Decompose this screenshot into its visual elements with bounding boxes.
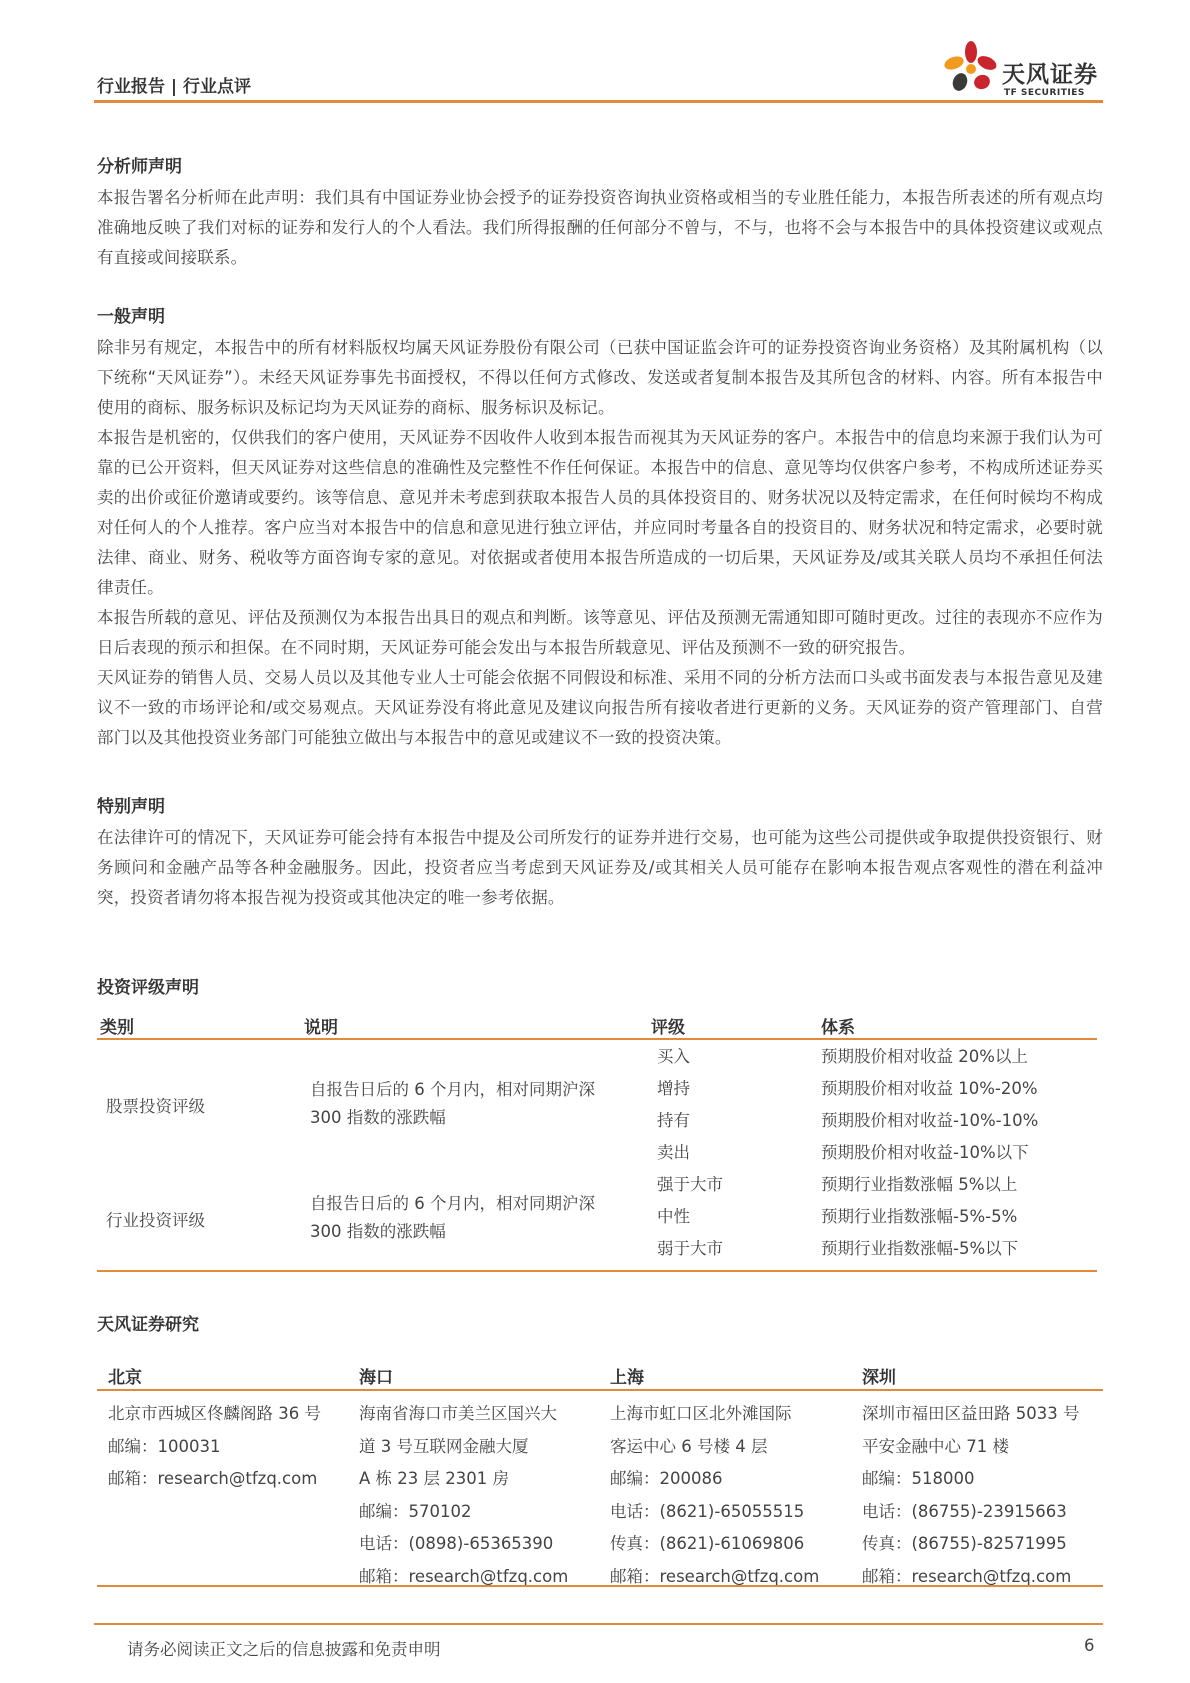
rating-grade: 买入: [657, 1047, 690, 1066]
rating-grade: 持有: [657, 1111, 690, 1130]
office-line: 道 3 号互联网金融大厦: [359, 1436, 529, 1456]
rating-header-category: 类别: [100, 1018, 134, 1038]
office-line: 传真：(86755)-82571995: [862, 1534, 1067, 1553]
special-statement-title: 特别声明: [97, 797, 165, 817]
office-line: A 栋 23 层 2301 房: [359, 1469, 509, 1488]
rating-system: 预期股价相对收益-10%以下: [821, 1143, 1029, 1162]
analyst-statement-title: 分析师声明: [97, 157, 182, 177]
rating-category: 股票投资评级: [106, 1097, 205, 1116]
rating-grade: 强于大市: [657, 1175, 723, 1194]
office-line: 传真：(8621)-61069806: [610, 1534, 805, 1553]
office-city: 深圳: [862, 1368, 896, 1388]
office-line: 电话：(86755)-23915663: [862, 1501, 1067, 1521]
rating-category: 行业投资评级: [106, 1211, 205, 1230]
office-line: 邮箱：research@tfzq.com: [359, 1566, 569, 1586]
special-statement: [97, 795, 1103, 913]
office-shanghai: [610, 1398, 850, 1593]
company-logo: [940, 38, 1110, 100]
office-line: 深圳市福田区益田路 5033 号: [862, 1404, 1080, 1423]
research-title: 天风证券研究: [97, 1315, 199, 1335]
rating-system: 预期行业指数涨幅 5%以上: [821, 1175, 1018, 1194]
office-beijing: [108, 1398, 348, 1496]
general-statement-paragraph: 天风证券的销售人员、交易人员以及其他专业人士可能会依据不同假设和标准、采用不同的分析方法而口头或书面发表与本报告意见及建议不一致的市场评论和/或交易观点。天风证券没有将此意见及建议向报告所有接收者进行更新的义务。天风证券的资产管理部门、自营部门以及其他投资业务部门可能独立做出与本报告中的意见或建议不一致的投资决策。: [97, 668, 1103, 747]
office-line: 平安金融中心 71 楼: [862, 1436, 1009, 1456]
office-line: 邮编：200086: [610, 1469, 723, 1488]
header-divider: [94, 100, 1103, 103]
rating-system: 预期股价相对收益-10%-10%: [821, 1111, 1039, 1130]
page-number: 6: [1084, 1636, 1095, 1655]
report-type: 行业报告 | 行业点评: [97, 77, 252, 97]
office-shenzhen: [862, 1398, 1102, 1593]
footer-divider: [94, 1623, 1103, 1625]
rating-title: 投资评级声明: [97, 978, 199, 998]
special-statement-paragraph: 在法律许可的情况下，天风证券可能会持有本报告中提及公司所发行的证券并进行交易，也可能为这些公司提供或争取提供投资银行、财务顾问和金融产品等各种金融服务。因此，投资者应当考虑到天风证券及/或其相关人员可能存在影响本报告观点客观性的潜在利益冲突，投资者请勿将本报告视为投资或其他决定的唯一参考依据。: [97, 828, 1103, 907]
rating-description: 自报告日后的 6 个月内，相对同期沪深 300 指数的涨跌幅: [310, 1194, 595, 1241]
office-city: 上海: [610, 1368, 644, 1388]
rating-description: 自报告日后的 6 个月内，相对同期沪深 300 指数的涨跌幅: [310, 1080, 595, 1127]
office-city: 海口: [359, 1368, 393, 1388]
analyst-statement-paragraph: 本报告署名分析师在此声明：我们具有中国证券业协会授予的证券投资咨询执业资格或相当的专业胜任能力，本报告所表述的所有观点均准确地反映了我们对标的证券和发行人的个人看法。我们所得报酬的任何部分不曾与，不与，也将不会与本报告中的具体投资建议或观点有直接或间接联系。: [97, 188, 1103, 267]
office-line: 邮箱：research@tfzq.com: [108, 1469, 318, 1488]
rating-table-top-rule: [97, 1038, 1097, 1040]
rating-system: 预期行业指数涨幅-5%-5%: [821, 1207, 1018, 1226]
rating-grade: 中性: [657, 1207, 690, 1226]
logo-chinese-name: 天风证券: [1002, 62, 1098, 88]
general-statement: [97, 305, 1103, 753]
office-line: 邮编：570102: [359, 1501, 472, 1521]
rating-grade: 卖出: [657, 1143, 690, 1162]
office-line: 邮箱：research@tfzq.com: [862, 1566, 1072, 1586]
office-line: 海南省海口市美兰区国兴大: [359, 1404, 557, 1423]
general-statement-paragraph: 除非另有规定，本报告中的所有材料版权均属天风证券股份有限公司（已获中国证监会许可的证券投资咨询业务资格）及其附属机构（以下统称“天风证券”）。未经天风证券事先书面授权，不得以任何方式修改、发送或者复制本报告及其所包含的材料、内容。所有本报告中使用的商标、服务标识及标记均为天风证券的商标、服务标识及标记。: [97, 338, 1103, 417]
office-line: 邮箱：research@tfzq.com: [610, 1566, 820, 1586]
rating-system: 预期股价相对收益 20%以上: [821, 1047, 1028, 1066]
analyst-statement: [97, 155, 1103, 273]
logo-flower-icon: [940, 38, 1002, 100]
general-statement-paragraph: 本报告是机密的，仅供我们的客户使用，天风证券不因收件人收到本报告而视其为天风证券的客户。本报告中的信息均来源于我们认为可靠的已公开资料，但天风证券对这些信息的准确性及完整性不作任何保证。本报告中的信息、意见等均仅供客户参考，不构成所述证券买卖的出价或征价邀请或要约。该等信息、意见并未考虑到获取本报告人员的具体投资目的、财务状况以及特定需求，在任何时候均不构成对任何人的个人推荐。客户应当对本报告中的信息和意见进行独立评估，并应同时考量各自的投资目的、财务状况和特定需求，必要时就法律、商业、财务、税收等方面咨询专家的意见。对依据或者使用本报告所造成的一切后果，天风证券及/或其关联人员均不承担任何法律责任。: [97, 428, 1103, 597]
rating-table-bottom-rule: [97, 1270, 1097, 1272]
office-city: 北京: [108, 1368, 142, 1388]
office-line: 电话：(8621)-65055515: [610, 1501, 805, 1521]
rating-header-system: 体系: [821, 1018, 855, 1038]
office-line: 邮编：100031: [108, 1436, 221, 1456]
rating-header-grade: 评级: [651, 1018, 685, 1038]
general-statement-paragraph: 本报告所载的意见、评估及预测仅为本报告出具日的观点和判断。该等意见、评估及预测无需通知即可随时更改。过往的表现亦不应作为日后表现的预示和担保。在不同时期，天风证券可能会发出与本报告所载意见、评估及预测不一致的研究报告。: [97, 608, 1103, 657]
office-line: 电话：(0898)-65365390: [359, 1534, 554, 1553]
footer-disclaimer: 请务必阅读正文之后的信息披露和免责申明: [127, 1640, 441, 1659]
rating-grade: 弱于大市: [657, 1239, 723, 1258]
rating-system: 预期股价相对收益 10%-20%: [821, 1079, 1038, 1098]
office-line: 北京市西城区佟麟阁路 36 号: [108, 1404, 321, 1423]
logo-english-name: TF SECURITIES: [1004, 88, 1085, 98]
rating-system: 预期行业指数涨幅-5%以下: [821, 1239, 1019, 1258]
office-table-bottom-rule: [97, 1585, 1103, 1587]
office-line: 客运中心 6 号楼 4 层: [610, 1436, 768, 1456]
office-table-top-rule: [97, 1389, 1103, 1391]
general-statement-title: 一般声明: [97, 307, 165, 327]
rating-header-description: 说明: [304, 1018, 338, 1038]
rating-grade: 增持: [657, 1079, 690, 1098]
office-line: 邮编：518000: [862, 1469, 975, 1488]
office-line: 上海市虹口区北外滩国际: [610, 1404, 792, 1423]
office-haikou: [359, 1398, 599, 1593]
